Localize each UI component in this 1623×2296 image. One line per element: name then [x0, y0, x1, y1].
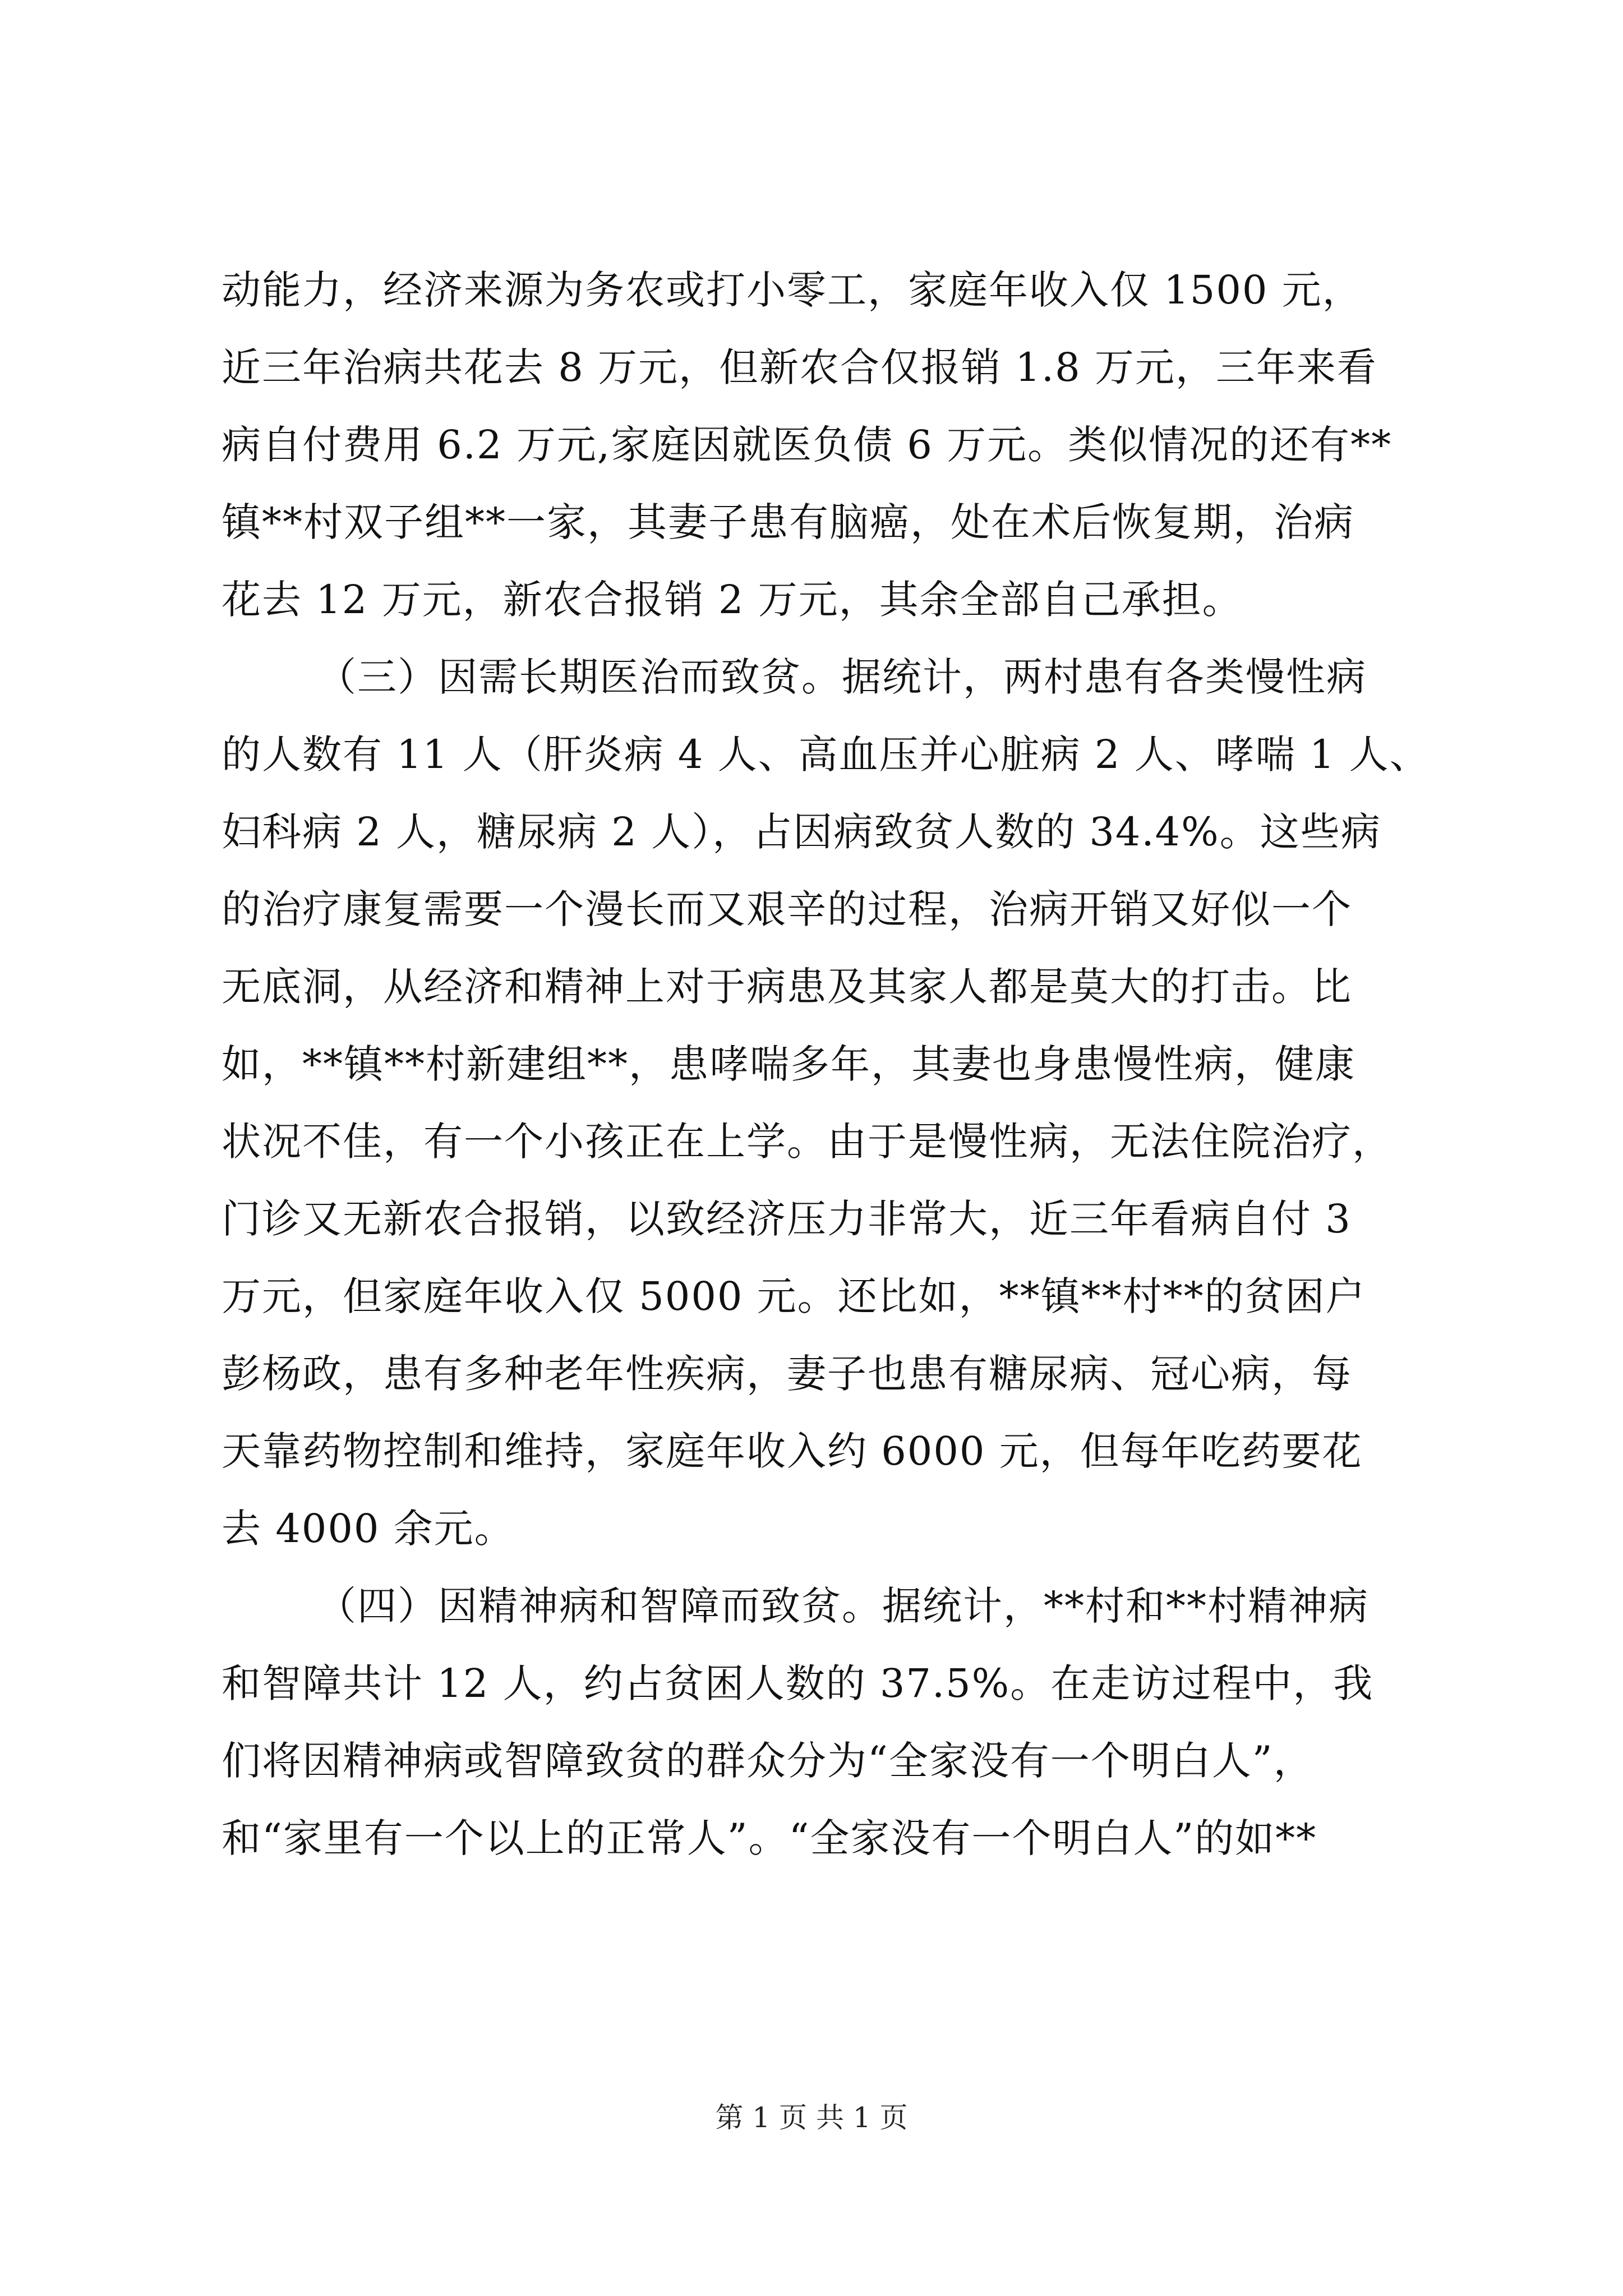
- text-line-1: 动能力，经济来源为务农或打小零工，家庭年收入仅 1500 元，: [222, 267, 1363, 313]
- text-line-4: 镇**村双子组**一家，其妻子患有脑癌，处在术后恢复期，治病: [222, 499, 1354, 545]
- section-three-heading-line: （三）因需长期医治而致贫。据统计，两村患有各类慢性病: [317, 654, 1367, 700]
- text-line-10: 无底洞，从经济和精神上对于病患及其家人都是莫大的打击。比: [222, 964, 1352, 1010]
- text-line-9: 的治疗康复需要一个漫长而又艰辛的过程，治病开销又好似一个: [222, 886, 1352, 932]
- text-line-16: 天靠药物控制和维持，家庭年收入约 6000 元，但每年吃药要花: [222, 1428, 1363, 1474]
- text-line-8: 妇科病 2 人，糖尿病 2 人），占因病致贫人数的 34.4%。这些病: [222, 809, 1381, 855]
- text-line-15: 彭杨政，患有多种老年性疾病，妻子也患有糖尿病、冠心病，每: [222, 1351, 1352, 1397]
- text-line-3: 病自付费用 6.2 万元,家庭因就医负债 6 万元。类似情况的还有**: [222, 422, 1393, 468]
- text-line-11: 如，**镇**村新建组**，患哮喘多年，其妻也身患慢性病，健康: [222, 1041, 1355, 1087]
- text-line-7: 的人数有 11 人（肝炎病 4 人、高血压并心脏病 2 人、哮喘 1 人、: [222, 731, 1430, 777]
- text-line-14: 万元，但家庭年收入仅 5000 元。还比如，**镇**村**的贫困户: [222, 1273, 1366, 1319]
- text-line-2: 近三年治病共花去 8 万元，但新农合仅报销 1.8 万元，三年来看: [222, 344, 1377, 390]
- text-line-13: 门诊又无新农合报销，以致经济压力非常大，近三年看病自付 3: [222, 1196, 1352, 1242]
- text-line-21: 和“家里有一个以上的正常人”。“全家没有一个明白人”的如**: [222, 1815, 1317, 1861]
- text-line-19: 和智障共计 12 人，约占贫困人数的 37.5%。在走访过程中，我: [222, 1660, 1374, 1706]
- text-line-12: 状况不佳，有一个小孩正在上学。由于是慢性病，无法住院治疗，: [222, 1119, 1393, 1165]
- document-body: [222, 251, 1430, 1877]
- page-number-footer: 第 1 页 共 1 页: [715, 2101, 908, 2134]
- section-four-heading-line: （四）因精神病和智障而致贫。据统计，**村和**村精神病: [317, 1583, 1369, 1629]
- text-line-17: 去 4000 余元。: [222, 1506, 515, 1552]
- text-line-20: 们将因精神病或智障致贫的群众分为“全家没有一个明白人”，: [222, 1738, 1314, 1784]
- text-line-5: 花去 12 万元，新农合报销 2 万元，其余全部自己承担。: [222, 577, 1243, 623]
